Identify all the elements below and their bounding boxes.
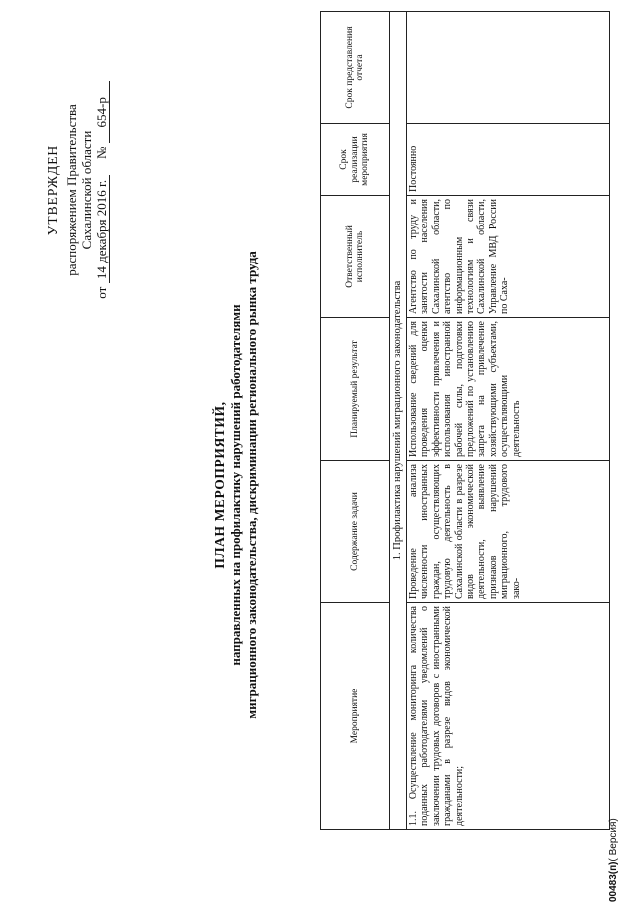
heading-line-2: направленных на профилактику нарушений работодателями xyxy=(228,304,243,666)
table-header-row xyxy=(321,12,390,830)
header-task: Содержание задачи xyxy=(321,461,390,603)
approval-date: 14 декабря 2016 г. xyxy=(94,175,110,283)
cell-report xyxy=(407,12,610,124)
approval-date-line xyxy=(94,75,110,305)
approval-stamp-block xyxy=(45,75,110,305)
heading-line-3: миграционного законодательства, дискриминации регионального рынка труда xyxy=(244,251,259,719)
heading-line-1: ПЛАН МЕРОПРИЯТИЙ, xyxy=(212,401,227,569)
header-result: Планируемый результат xyxy=(321,318,390,461)
header-executor: Ответственный исполнитель xyxy=(321,196,390,318)
approval-from-label: от xyxy=(94,286,109,299)
approval-title: УТВЕРЖДЕН xyxy=(45,144,60,236)
cell-task: Проведение анализа численности иностранных граждан, осуществляющих трудовую деятельность в Сахалинской области в разрезе видов экономической деятельности, выявление признаков нарушений миграционного, трудового зако- xyxy=(407,461,610,603)
section-title: 1. Профилактика нарушений миграционного законодательства xyxy=(390,12,407,830)
cell-term: Постоянно xyxy=(407,124,610,196)
approval-line-2: Сахалинской области xyxy=(79,130,94,250)
cell-result: Использование сведений для проведения оценки эффективности привлечения и использования иностранной рабочей силы, подготовки предложений по установлению запрета на привлечение хозяйствующими субъектами, осуществляющими деятельность xyxy=(407,318,610,461)
table-row xyxy=(407,12,610,830)
header-report: Срок представления отчета xyxy=(321,12,390,124)
approval-line-1: распоряжением Правительства xyxy=(64,104,79,276)
header-term: Срок реализации мероприятия xyxy=(321,124,390,196)
header-measure: Мероприятие xyxy=(321,603,390,830)
footer-doc-code: 00483(п) xyxy=(608,861,619,902)
cell-executor: Агентство по труду и занятости населения Сахалинской области, агентство по информационным технологиям и связи Сахалинской области, Управление МВД России по Саха- xyxy=(407,196,610,318)
measures-table xyxy=(320,11,610,830)
document-heading xyxy=(212,205,260,765)
section-row xyxy=(390,12,407,830)
cell-measure: 1.1. Осуществление мониторинга количества поданных работодателями уведомлений о заключении трудовых договоров с иностранными гражданами в разрезе видов экономической деятельности; xyxy=(407,603,610,830)
approval-number-label: № xyxy=(94,146,109,159)
footer-code xyxy=(608,818,619,902)
footer-version: ( Версия) xyxy=(608,818,619,862)
approval-number: 654-р xyxy=(94,81,110,143)
